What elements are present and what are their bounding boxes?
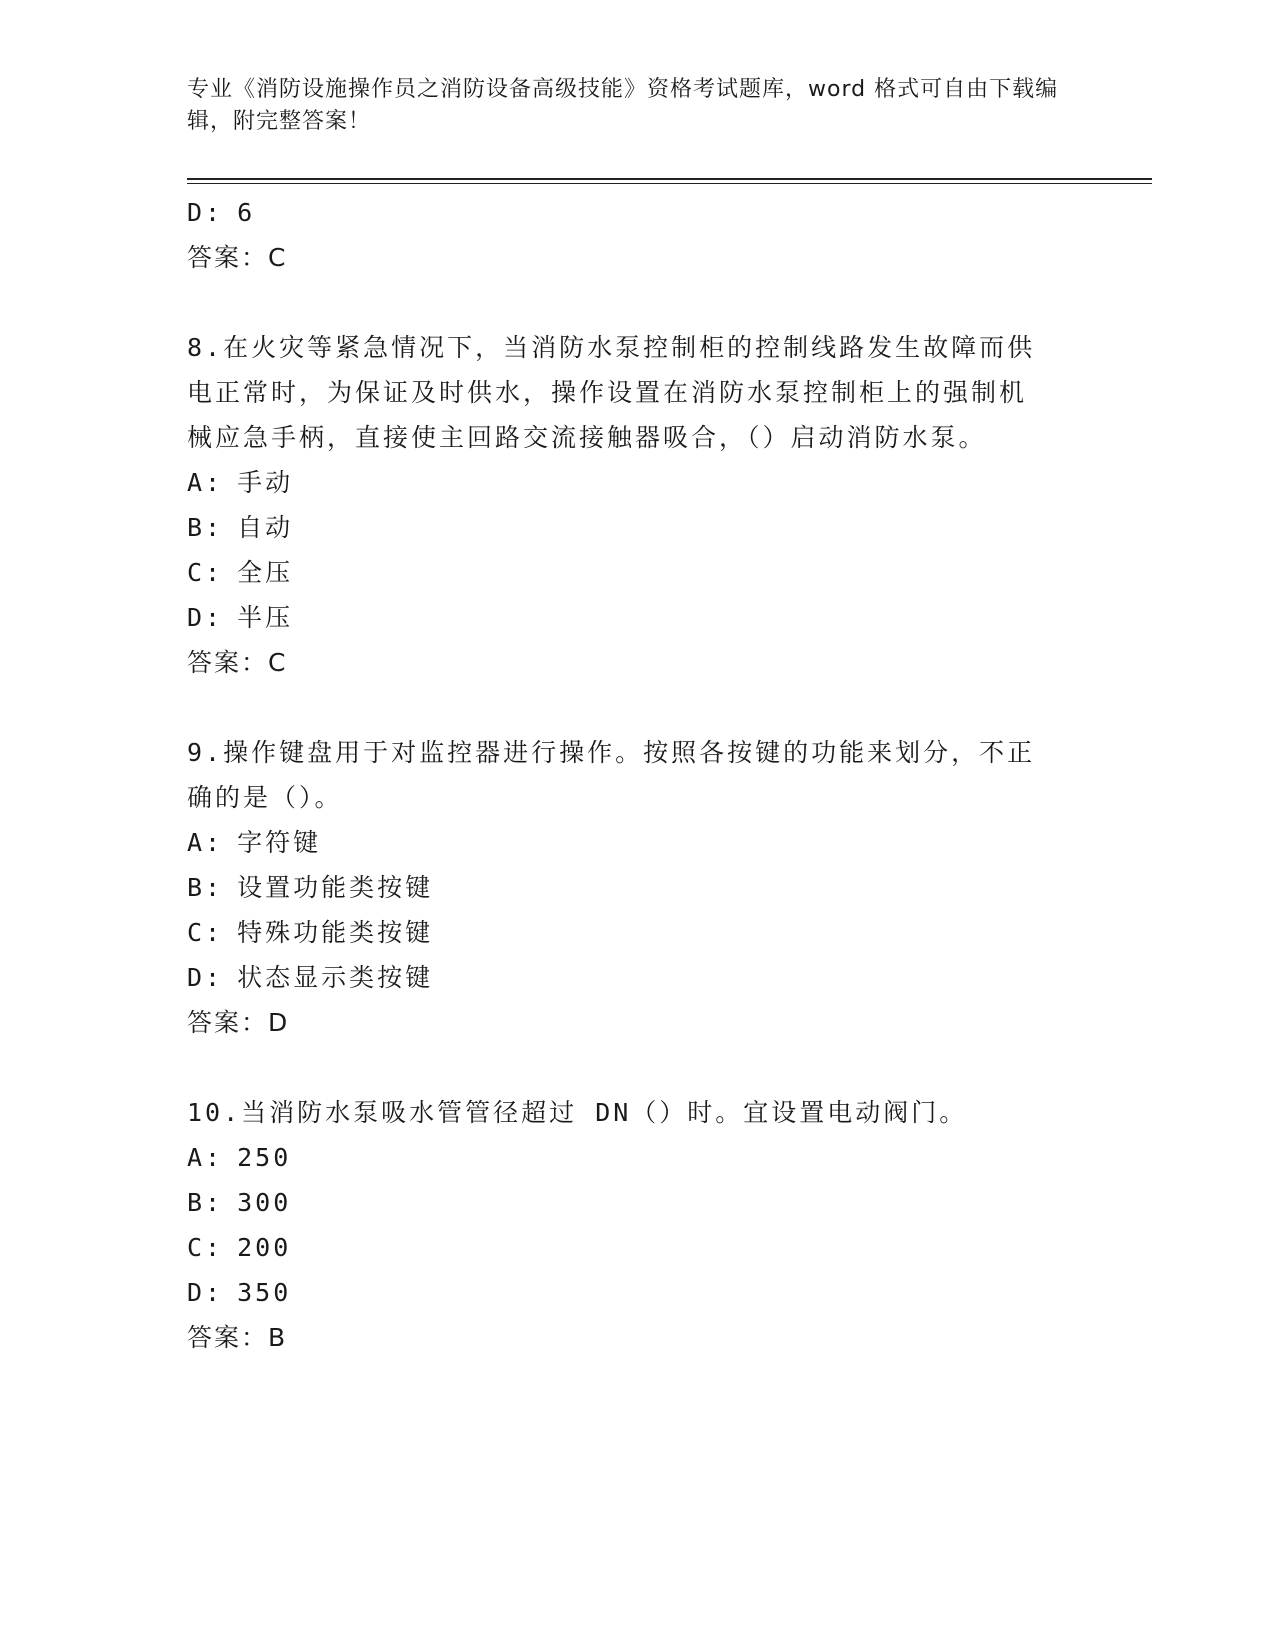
option-key: A:	[187, 468, 224, 497]
header-rule-thin	[187, 183, 1152, 184]
option-text: 特殊功能类按键	[237, 918, 434, 947]
document-header: 专业《消防设施操作员之消防设备高级技能》资格考试题库，word 格式可自由下载编辑，附完整答案！	[187, 77, 1059, 134]
question-9-option-a	[187, 820, 1067, 865]
option-key: B:	[187, 873, 224, 902]
option-text: 全压	[237, 558, 294, 587]
option-key: D:	[187, 963, 224, 992]
question-10-option-b	[187, 1180, 1067, 1225]
question-8-option-c	[187, 550, 1067, 595]
option-key: B:	[187, 1188, 224, 1217]
question-9-option-d	[187, 955, 1067, 1000]
option-key: D:	[187, 603, 224, 632]
option-text: 状态显示类按键	[237, 963, 434, 992]
question-8-answer: 答案：C	[187, 648, 288, 677]
option-key: C:	[187, 918, 224, 947]
option-text: 200	[237, 1233, 292, 1262]
question-9-answer: 答案：D	[187, 1008, 290, 1037]
question-content	[187, 190, 1067, 1360]
option-text: 300	[237, 1188, 292, 1217]
header-rule-thick	[187, 178, 1152, 180]
option-key: C:	[187, 1233, 224, 1262]
prev-option-d	[187, 190, 1067, 235]
question-10-option-c	[187, 1225, 1067, 1270]
question-10-option-d	[187, 1270, 1067, 1315]
question-9-option-c	[187, 910, 1067, 955]
option-key: C:	[187, 558, 224, 587]
spacer	[187, 280, 1067, 325]
option-key: A:	[187, 1143, 224, 1172]
option-key: D:	[187, 1278, 224, 1307]
option-text: 设置功能类按键	[237, 873, 434, 902]
question-10-answer: 答案：B	[187, 1323, 288, 1352]
question-8-option-a	[187, 460, 1067, 505]
option-text: 半压	[237, 603, 294, 632]
prev-answer: 答案：C	[187, 243, 288, 272]
question-8-option-b	[187, 505, 1067, 550]
option-text: 6	[237, 198, 256, 227]
option-key: D:	[187, 198, 224, 227]
question-8-option-d	[187, 595, 1067, 640]
option-key: B:	[187, 513, 224, 542]
option-key: A:	[187, 828, 224, 857]
question-10-text: 10.当消防水泵吸水管管径超过 DN（）时。宜设置电动阀门。	[187, 1098, 968, 1127]
question-9-text: 9.操作键盘用于对监控器进行操作。按照各按键的功能来划分，不正确的是（）。	[187, 738, 1036, 812]
spacer	[187, 1045, 1067, 1090]
spacer	[187, 685, 1067, 730]
option-text: 字符键	[237, 828, 322, 857]
question-8-text: 8.在火灾等紧急情况下，当消防水泵控制柜的控制线路发生故障而供电正常时，为保证及时供水，操作设置在消防水泵控制柜上的强制机械应急手柄，直接使主回路交流接触器吸合，（）启动消防水泵。	[187, 333, 1036, 452]
question-9-option-b	[187, 865, 1067, 910]
option-text: 手动	[237, 468, 294, 497]
option-text: 自动	[237, 513, 294, 542]
option-text: 350	[237, 1278, 292, 1307]
option-text: 250	[237, 1143, 292, 1172]
question-10-option-a	[187, 1135, 1067, 1180]
